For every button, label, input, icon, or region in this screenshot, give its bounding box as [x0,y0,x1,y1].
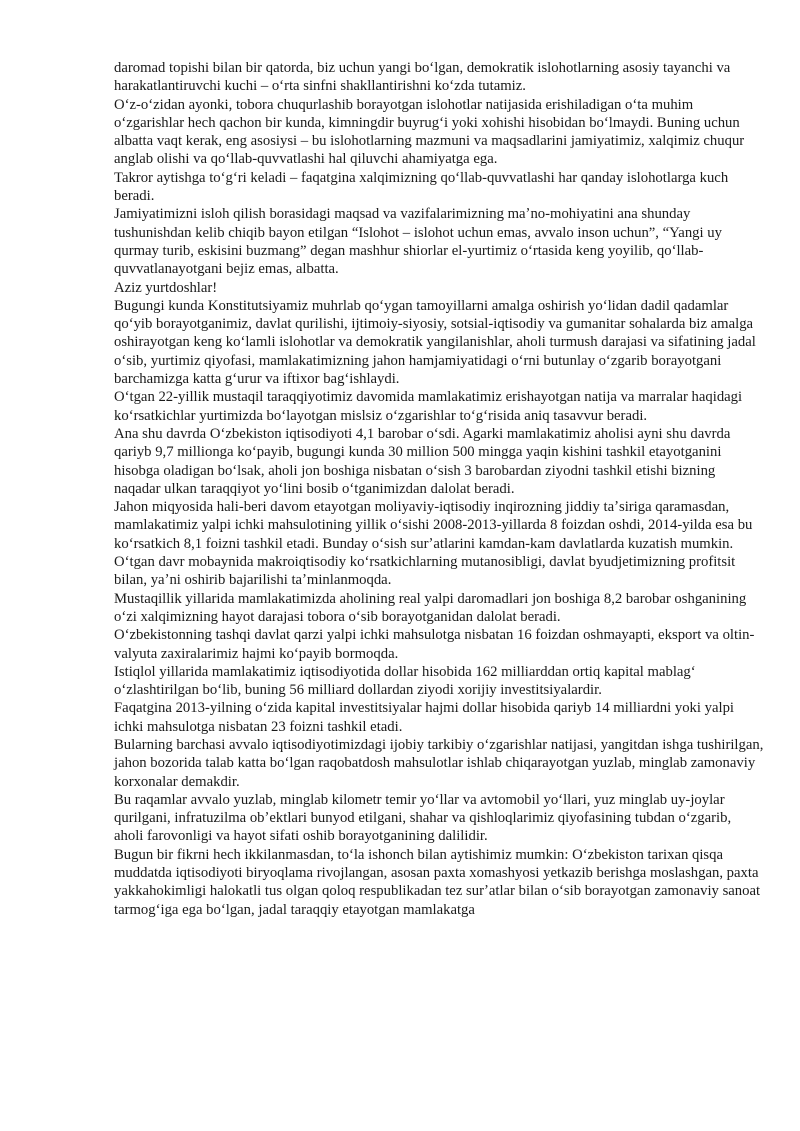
paragraph: Ana shu davrda Oʻzbekiston iqtisodiyoti 4,1 barobar oʻsdi. Agarki mamlakatimiz aholisi ayni shu davrda qariyb 9,7 millionga koʻpayib, bugungi kunda 30 million 500 mingga yaqin kishini tashkil etayotganini hisobga oladigan boʻlsak, aholi jon boshiga nisbatan oʻsish 3 barobardan ziyodni tashkil etishi bizning naqadar ulkan taraqqiyot yoʻlini bosib oʻtganimizdan dalolat beradi. [114,425,731,497]
paragraph: Oʻzbekistonning tashqi davlat qarzi yalpi ichki mahsulotga nisbatan 16 foizdan oshmayapti, eksport va oltin-valyuta zaxiralarimiz hajmi koʻpayib bormoqda. [114,627,755,662]
paragraph: Jahon miqyosida hali-beri davom etayotgan moliyaviy-iqtisodiy inqirozning jiddiy taʼsiriga qaramasdan, mamlakatimiz yalpi ichki mahsulotining yillik oʻsishi 2008-2013-yillarda 8 foizdan oshdi, 2014-yilda esa bu koʻrsatkich 8,1 foizni tashkil etadi. Bunday oʻsish surʼatlarini kamdan-kam davlatlarda kuzatish mumkin. [114,499,753,552]
document-body [114,59,764,919]
paragraph: Bugun bir fikrni hech ikkilanmasdan, toʻla ishonch bilan aytishimiz mumkin: Oʻzbekiston tarixan qisqa muddatda iqtisodiyoti biryoqlama rivojlangan, asosan paxta xomashyosi yetkazib berishga moslashgan, paxta yakkahokimligi halokatli tus olgan qoloq respublikadan tez surʼatlar bilan oʻsib borayotgan zamonaviy sanoat tarmogʻiga ega boʻlgan, jadal taraqqiy etayotgan mamlakatga [114,846,761,918]
greeting-line: Aziz yurtdoshlar! [114,279,218,296]
paragraph: Oʻz-oʻzidan ayonki, tobora chuqurlashib borayotgan islohotlar natijasida erishiladigan oʻta muhim oʻzgarishlar hech qachon bir kunda, kimningdir buyrugʻi yoki xohishi hisobidan boʻlmaydi. Buning uchun albatta vaqt kerak, eng asosiysi – bu islohotlarning mazmuni va maqsadlarini jamiyatimiz, xalqimiz chuqur anglab olishi va qoʻllab-quvvatlashi hal qiluvchi ahamiyatga ega. [114,96,745,168]
paragraph: Oʻtgan davr mobaynida makroiqtisodiy koʻrsatkichlarning mutanosibligi, davlat byudjetimizning profitsit bilan, yaʼni oshirib bajarilishi taʼminlanmoqda. [114,554,736,589]
paragraph: daromad topishi bilan bir qatorda, biz uchun yangi boʻlgan, demokratik islohotlarning asosiy tayanchi va harakatlantiruvchi kuchi – oʻrta sinfni shakllantirishni koʻzda tutamiz. [114,60,731,95]
paragraph: Oʻtgan 22-yillik mustaqil taraqqiyotimiz davomida mamlakatimiz erishayotgan natija va marralar haqidagi koʻrsatkichlar yurtimizda boʻlayotgan mislsiz oʻzgarishlar toʻgʻrisida aniq tasavvur beradi. [114,389,743,424]
paragraph: Bugungi kunda Konstitutsiyamiz muhrlab qoʻygan tamoyillarni amalga oshirish yoʻlidan dadil qadamlar qoʻyib borayotganimiz, davlat qurilishi, ijtimoiy-siyosiy, sotsial-iqtisodiy va gumanitar sohalarda biz amalga oshirayotgan keng koʻlamli islohotlar va demokratik yangilanishlar, aholi turmush darajasi va sifatining jadal oʻsib, yurtimiz qiyofasi, mamlakatimizning jahon hamjamiyatidagi oʻrni butunlay oʻzgarib borayotgani barchamizga katta gʻurur va iftixor bagʻishlaydi. [114,297,756,388]
paragraph: Bularning barchasi avvalo iqtisodiyotimizdagi ijobiy tarkibiy oʻzgarishlar natijasi, yangitdan ishga tushirilgan, jahon bozorida talab katta boʻlgan raqobatdosh mahsulotlar ishlab chiqarayotgan yuzlab, minglab zamonaviy korxonalar demakdir. [114,736,764,790]
paragraph: Mustaqillik yillarida mamlakatimizda aholining real yalpi daromadlari jon boshiga 8,2 barobar oshganining oʻzi xalqimizning hayot darajasi tobora oʻsib borayotganidan dalolat beradi. [114,590,747,625]
paragraph: Istiqlol yillarida mamlakatimiz iqtisodiyotida dollar hisobida 162 milliarddan ortiq kapital mablagʻ oʻzlashtirilgan boʻlib, buning 56 milliard dollardan ziyodi xorijiy investitsiyalardir. [114,663,696,699]
paragraph: Faqatgina 2013-yilning oʻzida kapital investitsiyalar hajmi dollar hisobida qariyb 14 milliardni yoki yalpi ichki mahsulotga nisbatan 23 foizni tashkil etadi. [114,700,735,735]
paragraph: Bu raqamlar avvalo yuzlab, minglab kilometr temir yoʻllar va avtomobil yoʻllari, yuz minglab uy-joylar qurilgani, infratuzilma obʼektlari bunyod etilgani, shahar va qishloqlarimiz qiyofasining tubdan oʻzgarib, aholi farovonligi va hayot sifati oshib borayotganining dalilidir. [114,791,732,845]
paragraph: Jamiyatimizni isloh qilish borasidagi maqsad va vazifalarimizning maʼno-mohiyatini ana shunday tushunishdan kelib chiqib bayon etilgan “Islohot – islohot uchun emas, avvalo inson uchun”, “Yangi uy qurmay turib, eskisini buzmang” degan mashhur shiorlar el-yurtimiz oʻrtasida keng yoyilib, qoʻllab-quvvatlanayotgani bejiz emas, albatta. [114,206,722,278]
paragraph: Takror aytishga toʻgʻri keladi – faqatgina xalqimizning qoʻllab-quvvatlashi har qanday islohotlarga kuch beradi. [114,169,729,205]
